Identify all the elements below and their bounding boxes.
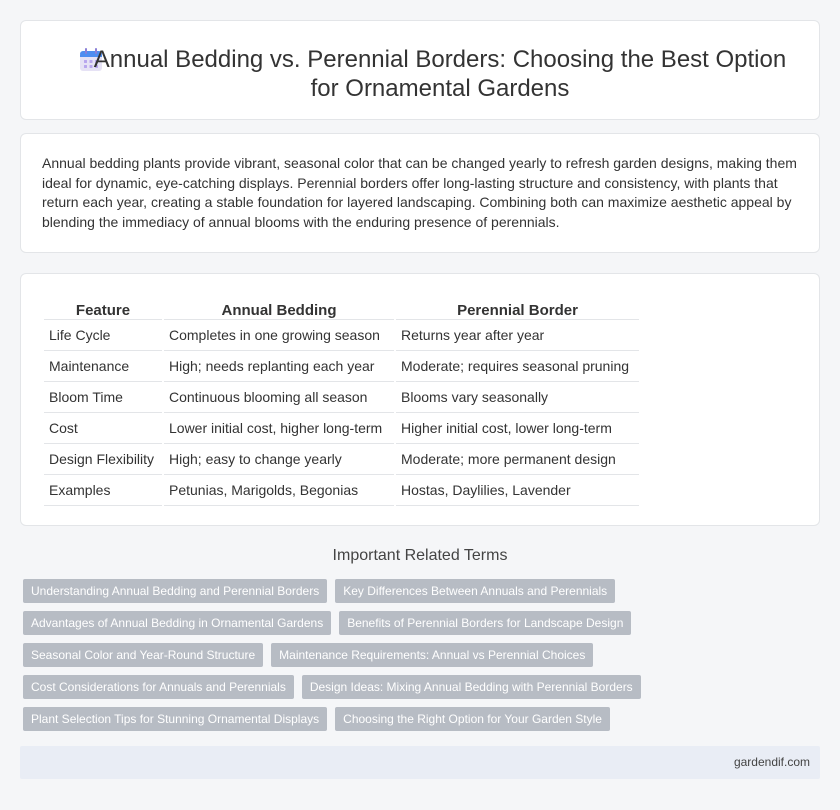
table-row [44,320,639,351]
related-term-tag[interactable]: Design Ideas: Mixing Annual Bedding with Perennial Borders [302,675,641,699]
table-cell: Petunias, Marigolds, Begonias [164,475,394,506]
page-title: Annual Bedding vs. Perennial Borders: Choosing the Best Option for Ornamental Gardens [93,46,787,102]
table-cell: Maintenance [44,351,162,382]
header-card [20,20,820,120]
related-terms-title: Important Related Terms [332,547,508,564]
related-term-tag[interactable]: Choosing the Right Option for Your Garden Style [335,707,610,731]
related-term-tag[interactable]: Cost Considerations for Annuals and Perennials [23,675,294,699]
intro-card [20,133,820,253]
comparison-table [42,296,641,506]
footer [20,746,820,779]
table-cell: High; needs replanting each year [164,351,394,382]
table-cell: Cost [44,413,162,444]
related-term-tag[interactable]: Seasonal Color and Year-Round Structure [23,643,263,667]
table-row [44,351,639,382]
column-header-annual: Annual Bedding [164,296,394,320]
related-term-tag[interactable]: Understanding Annual Bedding and Perennial Borders [23,579,327,603]
table-cell: High; easy to change yearly [164,444,394,475]
table-row [44,382,639,413]
table-row [44,413,639,444]
table-cell: Lower initial cost, higher long-term [164,413,394,444]
intro-text: Annual bedding plants provide vibrant, seasonal color that can be changed yearly to refresh garden designs, making them ideal for dynamic, eye-catching displays. Perennial borders offer long-lasting structure and consistency, with plants that return each year, creating a stable foundation for layered landscaping. Combining both can maximize aesthetic appeal by blending the immediacy of annual blooms with the enduring presence of perennials. [42,155,797,230]
table-cell: Completes in one growing season [164,320,394,351]
table-cell: Continuous blooming all season [164,382,394,413]
table-cell: Bloom Time [44,382,162,413]
table-header-row [44,296,639,320]
comparison-card [20,273,820,526]
related-terms-list [23,579,823,739]
table-cell: Moderate; requires seasonal pruning [396,351,639,382]
related-term-tag[interactable]: Advantages of Annual Bedding in Ornamental Gardens [23,611,331,635]
related-term-tag[interactable]: Key Differences Between Annuals and Perennials [335,579,615,603]
related-term-tag[interactable]: Benefits of Perennial Borders for Landscape Design [339,611,631,635]
table-cell: Blooms vary seasonally [396,382,639,413]
table-cell: Moderate; more permanent design [396,444,639,475]
table-cell: Life Cycle [44,320,162,351]
related-term-tag[interactable]: Maintenance Requirements: Annual vs Perennial Choices [271,643,593,667]
table-cell: Examples [44,475,162,506]
column-header-feature: Feature [44,296,162,320]
table-cell: Returns year after year [396,320,639,351]
related-term-tag[interactable]: Plant Selection Tips for Stunning Ornamental Displays [23,707,327,731]
table-row [44,444,639,475]
column-header-perennial: Perennial Border [396,296,639,320]
table-cell: Hostas, Daylilies, Lavender [396,475,639,506]
footer-site-link[interactable]: gardendif.com [733,755,810,769]
table-cell: Higher initial cost, lower long-term [396,413,639,444]
table-row [44,475,639,506]
table-cell: Design Flexibility [44,444,162,475]
